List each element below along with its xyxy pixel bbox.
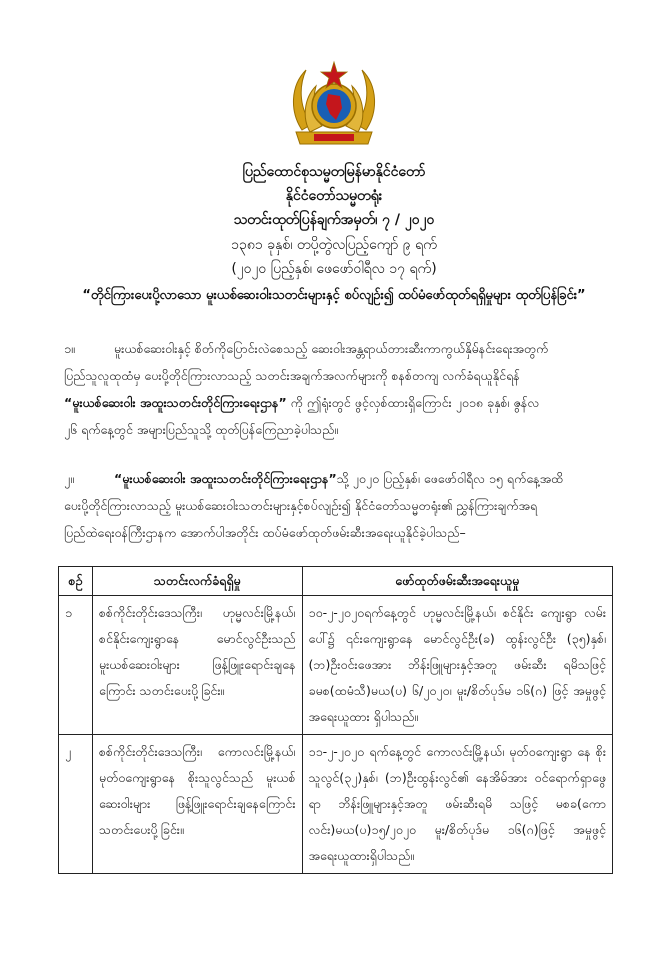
gregorian-date: (၂၀၂၀ ပြည့်နှစ်၊ ဖေဖော်ဝါရီလ ၁၇ ရက်) <box>231 261 437 277</box>
paragraph-line: ၂၆ ရက်နေ့တွင် အများပြည်သူသို့ ထုတ်ပြန်ကြေညာခဲ့ပါသည်။ <box>64 422 339 437</box>
table-row <box>59 596 613 735</box>
paragraph-number: ၁။ <box>64 341 75 356</box>
paragraph-line: ပြည်သူလူထုထံမှ ပေးပို့တိုင်ကြားလာသည့် သတင်းအချက်အလက်များကို စနစ်တကျ လက်ခံရယူနိုင်ရန် <box>64 368 520 383</box>
column-header-received: သတင်းလက်ခံရရှိမှု <box>92 567 302 596</box>
department-name: “မူးယစ်ဆေးဝါး အထူးသတင်းတိုင်ကြားရေးဌာန” <box>114 471 337 486</box>
paragraph-line: ပြည်ထဲရေးဝန်ကြီးဌာနက အောက်ပါအတိုင်း ထပ်မံဖော်ထုတ်ဖမ်းဆီးအရေးယူနိုင်ခဲ့ပါသည်– <box>64 525 466 540</box>
action-taken: ၁၁-၂-၂၀၂၀ ရက်နေ့တွင် ကောလင်းမြို့နယ်၊ မုတ်ဝကျေးရွာ နေ စိုးသူလွင်(၃၂)နှစ်၊ (ဘ)ဦးထွန်းလွင်၏ နေအိမ်အား ဝင်ရောက်ရှာဖွေရာ ဘိန်းဖြူများနှင့်အတူ ဖမ်းဆီးရမိ သဖြင့် မစခ(ကောလင်း)မယ(ပ)၁၅/၂၀၂၀ မူး/စိတ်ပုဒ်မ ၁၆(ဂ)ဖြင့် အမှုဖွင့် အရေးယူထားရှိပါသည်။ <box>302 735 612 874</box>
column-header-action: ဖော်ထုတ်ဖမ်းဆီးအရေးယူမှု <box>302 567 612 596</box>
notice-number: သတင်းထုတ်ပြန်ချက်အမှတ်၊ ၇ / ၂၀၂၀ <box>233 212 435 228</box>
table-header-row <box>59 567 613 596</box>
notice-title: “တိုင်ကြားပေးပို့လာသော မူးယစ်ဆေးဝါးသတင်းများနှင့် စပ်လျဉ်း၍ ထပ်မံဖော်ထုတ်ရရှိမှုများ ထုတ်ပြန်ခြင်း” <box>82 288 586 303</box>
received-info: စစ်ကိုင်းတိုင်းဒေသကြီး၊ ဟုမ္မလင်းမြို့နယ်၊ စင်နိုင်းကျေးရွာနေ မောင်လွင်ဦးသည် မူးယစ်ဆေးဝါးများ ဖြန့်ဖြူးရောင်းချနေကြောင်း သတင်းပေးပို့ခြင်း။ <box>92 596 302 735</box>
state-name: ပြည်ထောင်စုသမ္မတမြန်မာနိုင်ငံတော် <box>242 164 426 180</box>
paragraph-number: ၂။ <box>64 471 74 486</box>
paragraph-1 <box>64 335 608 443</box>
actions-table <box>58 566 613 874</box>
table-row <box>59 735 613 874</box>
row-number: ၂ <box>59 735 93 874</box>
column-header-number: စဉ် <box>59 567 93 596</box>
paragraph-2 <box>64 465 608 546</box>
paragraph-line: ပေးပို့တိုင်ကြားလာသည့် မူးယစ်ဆေးဝါးသတင်းများနှင့်စပ်လျဉ်း၍ နိုင်ငံတော်သမ္မတရုံး၏ ညွှန်ကြားချက်အရ <box>64 498 538 513</box>
action-taken: ၁၀-၂-၂၀၂၀ရက်နေ့တွင် ဟုမ္မလင်းမြို့နယ်၊ စင်နိုင်း ကျေးရွာ လမ်းပေါ်၌ ၎င်းကျေးရွာနေ မောင်လွင်ဦး(ခ) ထွန်းလွင်ဦး (၃၅)နှစ်၊ (ဘ)ဦးဝင်းဖေအား ဘိန်းဖြူများနှင့်အတူ ဖမ်းဆီး ရမိသဖြင့် ခမစ(ထမံသီ)မယ(ပ) ၆/၂၀၂၀၊ မူး/စိတ်ပုဒ်မ ၁၆(ဂ) ဖြင့် အမှုဖွင့်အရေးယူထား ရှိပါသည်။ <box>302 596 612 735</box>
paragraph-line: ကို ဤရုံးတွင် ဖွင့်လှစ်ထားရှိကြောင်း ၂၀၁၈ ခုနှစ်၊ ဇွန်လ <box>286 395 540 410</box>
row-number: ၁ <box>59 596 93 735</box>
paragraph-line: မူးယစ်ဆေးဝါးနှင့် စိတ်ကိုပြောင်းလဲစေသည့် ဆေးဝါးအန္တရာယ်တားဆီးကာကွယ်နှိမ်နင်းရေးအတွက် <box>114 341 549 356</box>
state-emblem-icon <box>284 52 384 152</box>
department-name: “မူးယစ်ဆေးဝါး အထူးသတင်းတိုင်ကြားရေးဌာန” <box>64 395 287 410</box>
received-info: စစ်ကိုင်းတိုင်းဒေသကြီး၊ ကောလင်းမြို့နယ်၊ မုတ်ဝကျေးရွာနေ စိုးသူလွင်သည် မူးယစ် ဆေးဝါးများ ဖြန့်ဖြူးရောင်းချနေကြောင်း သတင်းပေးပို့ခြင်း။ <box>92 735 302 874</box>
paragraph-line: သို့ ၂၀၂၀ ပြည့်နှစ်၊ ဖေဖော်ဝါရီလ ၁၅ ရက်နေ့အထိ <box>336 471 564 486</box>
myanmar-date: ၁၃၈၁ ခုနှစ်၊ တပို့တွဲလပြည့်ကျော် ၉ ရက် <box>231 237 437 253</box>
office-name: နိုင်ငံတော်သမ္မတရုံး <box>285 188 383 204</box>
